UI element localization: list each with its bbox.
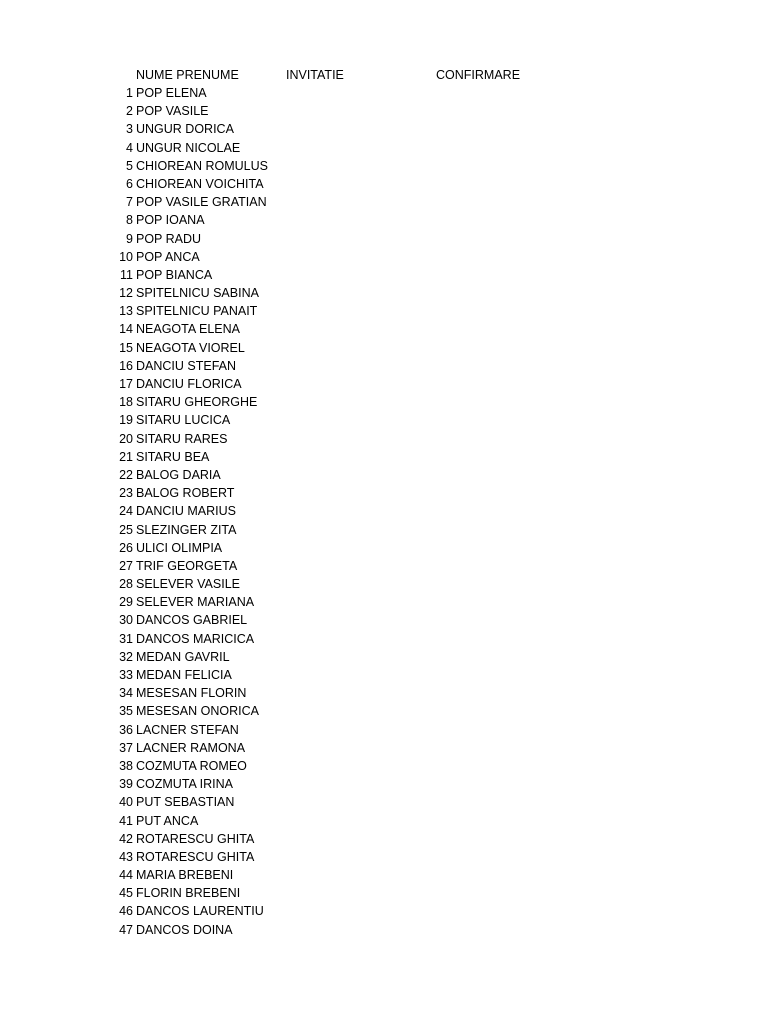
list-item [0,211,768,229]
list-item [0,157,768,175]
row-number: 7 [126,195,133,210]
list-item [0,230,768,248]
row-number: 4 [126,140,133,155]
list-item [0,84,768,102]
row-number: 10 [119,249,133,264]
row-number: 11 [120,267,133,282]
guest-name: SITARU GHEORGHE [136,395,258,410]
list-item [0,757,768,775]
guest-rows [0,84,768,939]
guest-name: DANCOS LAURENTIU [136,904,264,919]
guest-name: BALOG DARIA [136,467,221,482]
guest-name: PUT ANCA [136,813,199,828]
row-number: 40 [119,795,133,810]
row-number: 41 [119,813,133,828]
guest-name: UNGUR NICOLAE [136,140,241,155]
list-item [0,193,768,211]
list-item [0,139,768,157]
guest-name: POP ELENA [136,86,207,100]
row-number: 25 [119,522,133,537]
list-item [0,284,768,302]
list-item [0,702,768,720]
row-number: 24 [119,504,133,519]
row-number: 1 [126,86,133,100]
guest-name: ROTARESCU GHITA [136,849,255,864]
guest-name: DANCIU FLORICA [136,377,242,391]
guest-name: CHIOREAN VOICHITA [136,176,264,191]
list-item [0,120,768,138]
guest-name: LACNER STEFAN [136,722,239,737]
row-number: 26 [119,540,133,555]
guest-name: SLEZINGER ZITA [136,522,237,537]
header-name: NUME PRENUME [136,68,239,82]
list-item [0,830,768,848]
list-item [0,248,768,266]
guest-name: NEAGOTA VIOREL [136,340,245,355]
list-item [0,721,768,739]
guest-name: POP ANCA [136,249,200,264]
list-item [0,320,768,338]
row-number: 5 [126,158,133,173]
list-item [0,884,768,902]
guest-name: POP RADU [136,231,202,246]
row-number: 37 [119,740,133,755]
list-item [0,539,768,557]
guest-name: SELEVER VASILE [136,577,240,592]
row-number: 45 [119,886,133,901]
row-number: 30 [119,613,133,628]
row-number: 44 [119,868,133,883]
guest-name: POP VASILE [136,104,209,119]
row-number: 17 [119,377,133,391]
row-number: 19 [119,413,133,428]
guest-name: COZMUTA ROMEO [136,758,247,773]
row-number: 27 [119,558,133,573]
row-number: 9 [126,231,133,246]
guest-name: POP BIANCA [136,267,213,282]
list-item [0,484,768,502]
row-number: 39 [119,777,133,792]
row-number: 15 [119,340,133,355]
row-number: 3 [126,122,133,137]
guest-name: ROTARESCU GHITA [136,831,255,846]
guest-name: DANCIU STEFAN [136,358,237,373]
list-item [0,430,768,448]
guest-name: MESESAN FLORIN [136,686,247,701]
row-number: 42 [119,831,133,846]
row-number: 13 [119,304,133,319]
list-item [0,339,768,357]
row-number: 34 [119,686,133,701]
list-item [0,266,768,284]
row-number: 47 [119,922,133,937]
guest-name: BALOG ROBERT [136,486,235,501]
guest-name: TRIF GEORGETA [136,558,238,573]
guest-name: COZMUTA IRINA [136,777,233,792]
list-item [0,302,768,320]
guest-name: UNGUR DORICA [136,122,234,137]
guest-name: NEAGOTA ELENA [136,322,240,337]
list-item [0,775,768,793]
guest-name: FLORIN BREBENI [136,886,241,901]
list-item [0,902,768,920]
guest-name: POP VASILE GRATIAN [136,195,267,210]
header-invitation: INVITATIE [286,68,344,82]
row-number: 6 [126,176,133,191]
list-item [0,411,768,429]
row-number: 43 [119,849,133,864]
list-item [0,593,768,611]
row-number: 16 [119,358,133,373]
list-item [0,393,768,411]
guest-name: DANCOS DOINA [136,922,233,937]
list-item [0,848,768,866]
list-item [0,666,768,684]
guest-name: SPITELNICU PANAIT [136,304,258,319]
list-item [0,611,768,629]
guest-name: SITARU BEA [136,449,210,464]
list-item [0,466,768,484]
row-number: 2 [126,104,133,119]
row-number: 33 [119,668,133,682]
list-item [0,175,768,193]
row-number: 12 [119,286,133,301]
row-number: 46 [119,904,133,919]
list-item [0,630,768,648]
list-item [0,502,768,520]
row-number: 29 [119,595,133,610]
guest-name: POP IOANA [136,213,205,228]
guest-name: DANCOS MARICICA [136,631,255,646]
row-number: 18 [119,395,133,410]
guest-name: SELEVER MARIANA [136,595,255,610]
list-item [0,866,768,884]
column-headers [0,66,768,84]
guest-name: MEDAN GAVRIL [136,649,230,664]
row-number: 20 [119,431,133,446]
row-number: 36 [119,722,133,737]
row-number: 38 [119,758,133,773]
list-item [0,921,768,939]
row-number: 28 [119,577,133,592]
list-item [0,648,768,666]
list-item [0,812,768,830]
row-number: 23 [119,486,133,501]
guest-name: DANCIU MARIUS [136,504,237,519]
list-item [0,739,768,757]
list-item [0,375,768,393]
row-number: 32 [119,649,133,664]
guest-name: PUT SEBASTIAN [136,795,235,810]
list-item [0,557,768,575]
guest-name: ULICI OLIMPIA [136,540,223,555]
guest-name: SITARU RARES [136,431,228,446]
list-item [0,102,768,120]
row-number: 21 [119,449,133,464]
guest-name: MARIA BREBENI [136,868,234,883]
guest-name: CHIOREAN ROMULUS [136,158,268,173]
list-item [0,448,768,466]
row-number: 22 [119,467,133,482]
guest-name: LACNER RAMONA [136,740,246,755]
list-item [0,575,768,593]
list-item [0,793,768,811]
row-number: 14 [119,322,133,337]
guest-name: MESESAN ONORICA [136,704,259,719]
list-item [0,357,768,375]
header-confirmation: CONFIRMARE [436,68,521,82]
list-item [0,684,768,702]
guest-name: MEDAN FELICIA [136,668,232,682]
row-number: 31 [119,631,133,646]
guest-name: SPITELNICU SABINA [136,286,259,301]
guest-name: SITARU LUCICA [136,413,231,428]
list-item [0,521,768,539]
guest-name: DANCOS GABRIEL [136,613,248,628]
row-number: 8 [126,213,133,228]
row-number: 35 [119,704,133,719]
